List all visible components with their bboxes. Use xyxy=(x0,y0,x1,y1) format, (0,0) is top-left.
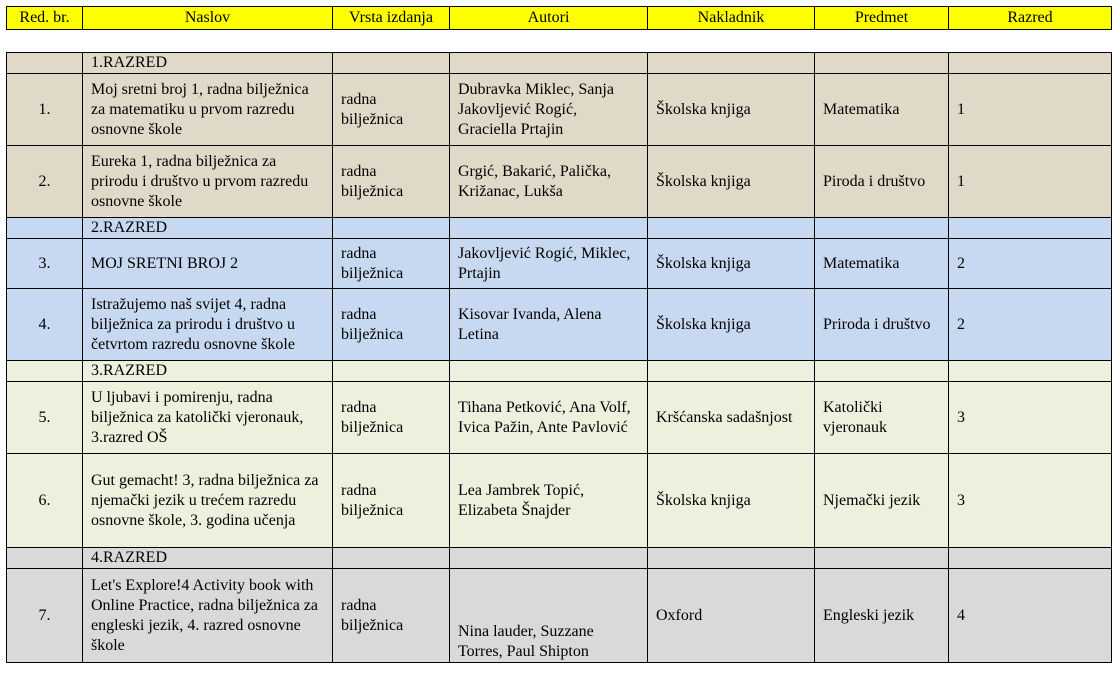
section-row-razred-3 xyxy=(7,361,1112,382)
row-grade: 3 xyxy=(949,454,1112,548)
col-header-razred: Razred xyxy=(949,7,1112,30)
table-row xyxy=(7,146,1112,218)
col-header-red-br: Red. br. xyxy=(7,7,83,30)
row-type: radna bilježnica xyxy=(333,454,450,548)
row-number: 7. xyxy=(7,569,83,663)
section-row-razred-1 xyxy=(7,53,1112,74)
row-title: Let's Explore!4 Activity book with Online Practice, radna bilježnica za engleski jezik, 4. razred osnovne škole xyxy=(83,569,333,663)
row-grade: 3 xyxy=(949,382,1112,454)
table-row xyxy=(7,289,1112,361)
row-authors: Jakovljević Rogić, Miklec, Prtajin xyxy=(450,239,648,289)
books-table xyxy=(6,52,1112,663)
row-subject: Piroda i društvo xyxy=(815,146,949,218)
row-subject: Priroda i društvo xyxy=(815,289,949,361)
table-row xyxy=(7,382,1112,454)
row-title: Eureka 1, radna bilježnica za prirodu i društvo u prvom razredu osnovne škole xyxy=(83,146,333,218)
row-title: U ljubavi i pomirenju, radna bilježnica za katolički vjeronauk, 3.razred OŠ xyxy=(83,382,333,454)
row-authors: Tihana Petković, Ana Volf, Ivica Pažin, Ante Pavlović xyxy=(450,382,648,454)
section-row-razred-4 xyxy=(7,548,1112,569)
row-publisher: Školska knjiga xyxy=(648,289,815,361)
col-header-predmet: Predmet xyxy=(815,7,949,30)
row-grade: 1 xyxy=(949,146,1112,218)
row-subject: Njemački jezik xyxy=(815,454,949,548)
row-type: radna bilježnica xyxy=(333,382,450,454)
row-grade: 2 xyxy=(949,239,1112,289)
row-authors: Dubravka Miklec, Sanja Jakovljević Rogić, Graciella Prtajin xyxy=(450,74,648,146)
row-subject: Matematika xyxy=(815,74,949,146)
row-authors: Nina lauder, Suzzane Torres, Paul Shipton xyxy=(450,569,648,663)
row-publisher: Školska knjiga xyxy=(648,454,815,548)
table-row xyxy=(7,74,1112,146)
row-authors: Lea Jambrek Topić, Elizabeta Šnajder xyxy=(450,454,648,548)
col-header-autori: Autori xyxy=(450,7,648,30)
row-grade: 4 xyxy=(949,569,1112,663)
col-header-vrsta-izdanja: Vrsta izdanja xyxy=(333,7,450,30)
row-number: 1. xyxy=(7,74,83,146)
row-grade: 2 xyxy=(949,289,1112,361)
row-number: 2. xyxy=(7,146,83,218)
section-row-razred-2 xyxy=(7,218,1112,239)
row-title: MOJ SRETNI BROJ 2 xyxy=(83,239,333,289)
table-row xyxy=(7,454,1112,548)
row-type: radna bilježnica xyxy=(333,74,450,146)
row-type: radna bilježnica xyxy=(333,569,450,663)
row-authors: Grgić, Bakarić, Palička, Križanac, Lukša xyxy=(450,146,648,218)
col-header-nakladnik: Nakladnik xyxy=(648,7,815,30)
row-publisher: Školska knjiga xyxy=(648,74,815,146)
row-type: radna bilježnica xyxy=(333,289,450,361)
row-publisher: Školska knjiga xyxy=(648,239,815,289)
table-row xyxy=(7,569,1112,663)
row-title: Istražujemo naš svijet 4, radna bilježnica za prirodu i društvo u četvrtom razredu osnovne škole xyxy=(83,289,333,361)
section-label: 3.RAZRED xyxy=(83,361,333,382)
section-label: 2.RAZRED xyxy=(83,218,333,239)
col-header-naslov: Naslov xyxy=(83,7,333,30)
row-publisher: Kršćanska sadašnjost xyxy=(648,382,815,454)
row-title: Moj sretni broj 1, radna bilježnica za matematiku u prvom razredu osnovne škole xyxy=(83,74,333,146)
row-publisher: Oxford xyxy=(648,569,815,663)
row-subject: Katolički vjeronauk xyxy=(815,382,949,454)
row-number: 3. xyxy=(7,239,83,289)
row-number: 5. xyxy=(7,382,83,454)
row-subject: Matematika xyxy=(815,239,949,289)
row-publisher: Školska knjiga xyxy=(648,146,815,218)
section-label: 1.RAZRED xyxy=(83,53,333,74)
row-type: radna bilježnica xyxy=(333,239,450,289)
table-row xyxy=(7,239,1112,289)
row-authors: Kisovar Ivanda, Alena Letina xyxy=(450,289,648,361)
row-subject: Engleski jezik xyxy=(815,569,949,663)
row-number: 6. xyxy=(7,454,83,548)
row-type: radna bilježnica xyxy=(333,146,450,218)
header-row xyxy=(7,7,1112,30)
section-label: 4.RAZRED xyxy=(83,548,333,569)
row-title: Gut gemacht! 3, radna bilježnica za njemački jezik u trećem razredu osnovne škole, 3. godina učenja xyxy=(83,454,333,548)
header-table xyxy=(6,6,1112,30)
row-number: 4. xyxy=(7,289,83,361)
row-grade: 1 xyxy=(949,74,1112,146)
